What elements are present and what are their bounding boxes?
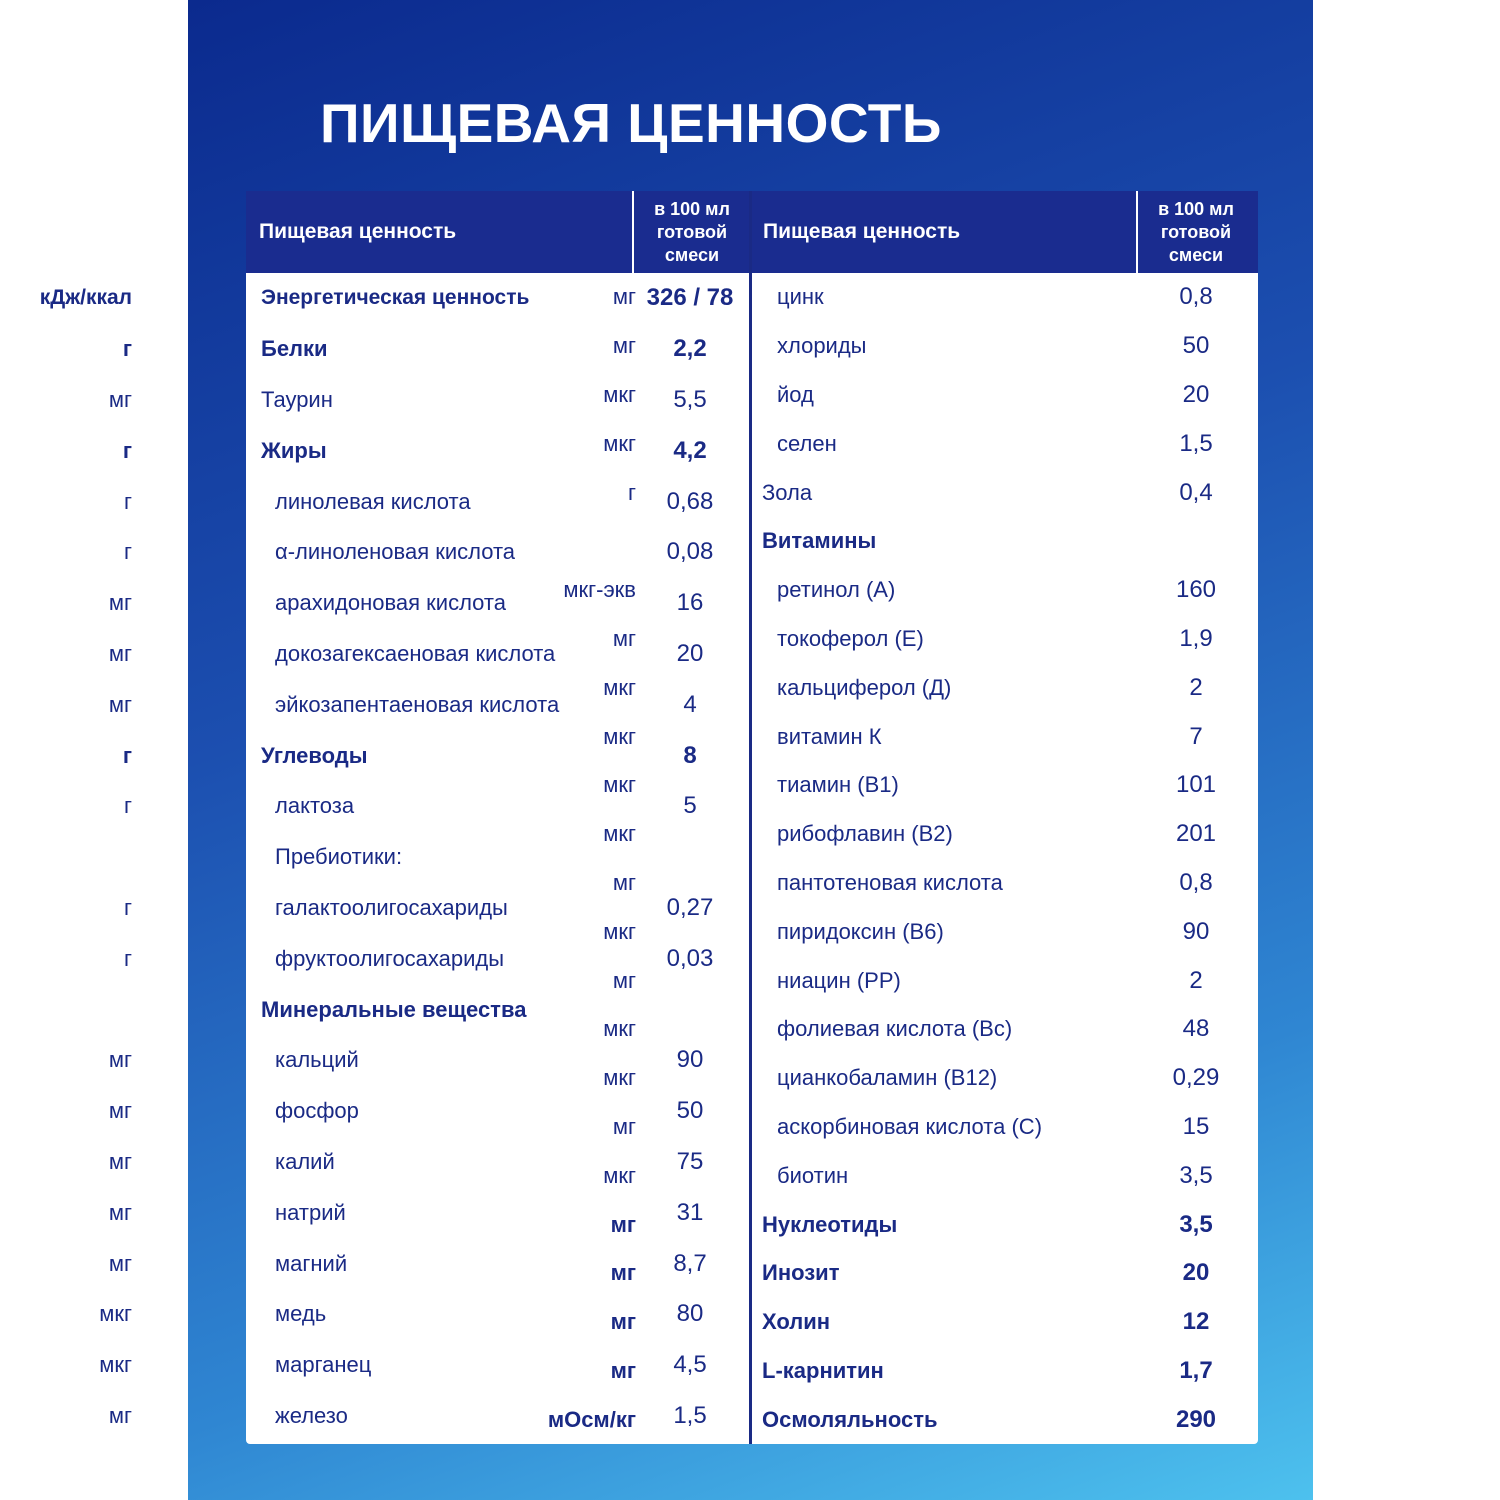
header-label: Пищевая ценность [259,220,457,243]
row-value: 90 [676,1046,704,1074]
row-name: цианкобаламин (В12) [777,1065,998,1091]
row-value: 8 [683,741,697,769]
row-unit: г [123,945,132,971]
row-name: Энергетическая ценность [261,286,530,310]
row-unit: мкг [603,430,636,456]
row-name: эйкозапентаеновая кислота [275,691,560,717]
row-unit: мкг [603,674,636,700]
row-unit: мкг [99,1301,132,1327]
row-name: кальций [275,1047,359,1073]
row-unit: мкг [603,1065,636,1091]
row-name: Осмоляльность [762,1406,938,1432]
row-name: магний [275,1250,348,1276]
row-unit: мг [612,284,636,310]
table-left-half [39,191,750,1444]
row-value: 8,7 [673,1249,707,1277]
row-name: фруктоолигосахариды [275,945,505,971]
row-unit: мкг [603,381,636,407]
row-name: ретинол (А) [777,577,896,603]
row-value: 0,08 [666,538,714,566]
row-unit: г [122,437,132,463]
row-value: 201 [1175,820,1217,848]
row-value: 4 [683,690,697,718]
row-name: аскорбиновая кислота (С) [777,1113,1043,1139]
row-value: 75 [676,1147,704,1175]
row-value: 2,2 [673,335,707,363]
row-name: натрий [275,1199,346,1225]
row-name: Витамины [762,528,877,554]
row-unit: мкг-экв [563,577,636,603]
row-value: 101 [1175,771,1217,799]
row-name: лактоза [275,793,355,819]
row-unit: кДж/ккал [39,286,132,310]
row-unit: мг [612,625,636,651]
row-value: 20 [1182,380,1210,408]
row-name: фосфор [275,1098,359,1124]
row-name: марганец [275,1352,372,1378]
table-header-left [246,191,750,273]
row-value: 3,5 [1179,1210,1213,1238]
row-value: 5 [683,792,697,820]
row-name: железо [275,1402,348,1428]
row-value: 2 [1189,966,1203,994]
row-name: Жиры [261,437,327,463]
row-unit: мг [108,1098,132,1124]
row-value: 3,5 [1179,1161,1213,1189]
row-name: селен [777,430,837,456]
row-name: L-карнитин [762,1357,884,1383]
row-name: цинк [777,284,824,310]
row-name: галактоолигосахариды [275,894,508,920]
row-value: 0,03 [666,944,714,972]
row-name: Белки [261,336,328,362]
row-unit: мкг [603,1016,636,1042]
row-value: 326 / 78 [646,284,734,312]
row-unit: мг [612,333,636,359]
header-label: Пищевая ценность [763,220,961,243]
row-unit: мг [108,691,132,717]
row-value: 1,7 [1179,1356,1213,1384]
row-name: Инозит [762,1260,840,1286]
row-name: тиамин (В1) [777,772,899,798]
row-unit: мг [610,1260,636,1286]
row-name: калий [275,1148,335,1174]
row-value: 48 [1182,1015,1210,1043]
row-unit: мг [108,590,132,616]
row-value: 160 [1175,576,1217,604]
row-unit: мг [612,967,636,993]
row-name: Пребиотики: [275,844,403,870]
row-name: биотин [777,1162,849,1188]
row-value: 16 [676,589,704,617]
column-divider [749,191,752,1444]
row-name: Минеральные вещества [261,996,527,1022]
row-value: 0,8 [1179,868,1213,896]
row-value: 1,9 [1179,624,1213,652]
row-name: α-линоленовая кислота [275,539,516,565]
row-unit: мг [610,1357,636,1383]
row-name: арахидоновая кислота [275,590,506,616]
row-value: 0,8 [1179,283,1213,311]
row-unit: мг [610,1309,636,1335]
table-header-right [750,191,1258,273]
row-value [1138,517,1254,566]
row-value: 0,29 [1172,1064,1220,1092]
row-unit [506,517,636,566]
row-name: Таурин [261,386,333,412]
row-name: хлориды [777,333,867,359]
row-unit: г [123,539,132,565]
row-unit: мг [108,386,132,412]
row-unit: г [123,488,132,514]
row-name: рибофлавин (В2) [777,821,953,847]
row-value [632,984,748,1035]
row-value: 0,4 [1179,478,1213,506]
row-value: 20 [1182,1259,1210,1287]
row-value: 90 [1182,917,1210,945]
row-unit: мкг [603,723,636,749]
row-unit: мг [108,1047,132,1073]
row-unit: мг [610,1211,636,1237]
row-name: докозагексаеновая кислота [275,640,556,666]
row-value: 4,2 [673,436,707,464]
row-value: 7 [1189,722,1203,750]
row-value: 0,68 [666,487,714,515]
row-value [632,832,748,883]
row-value: 50 [1182,332,1210,360]
row-name: токоферол (Е) [777,625,924,651]
row-value: 1,5 [673,1401,707,1429]
row-name: кальциферол (Д) [777,674,952,700]
row-unit: г [627,479,636,505]
row-unit: мОсм/кг [547,1406,636,1432]
row-value: 4,5 [673,1351,707,1379]
row-unit: мкг [603,1162,636,1188]
row-name: медь [275,1301,327,1327]
row-name: Зола [762,479,813,505]
page-title: ПИЩЕВАЯ ЦЕННОСТЬ [320,92,942,154]
row-name: ниацин (РР) [777,967,901,993]
row-unit: мг [108,1402,132,1428]
row-unit: мг [612,869,636,895]
row-unit [22,832,132,883]
row-unit: мг [108,1250,132,1276]
row-unit: мг [108,1148,132,1174]
row-unit: мг [108,1199,132,1225]
row-value: 31 [676,1198,704,1226]
nutrition-table [39,191,1258,1444]
row-value: 290 [1175,1405,1217,1433]
row-unit: мг [108,640,132,666]
row-value: 50 [676,1097,704,1125]
row-name: фолиевая кислота (Вс) [777,1016,1013,1042]
row-value: 20 [676,639,704,667]
row-unit [22,984,132,1035]
row-value: 2 [1189,673,1203,701]
row-name: Нуклеотиды [762,1211,898,1237]
row-unit: мкг [603,772,636,798]
row-name: Углеводы [261,742,368,768]
row-value: 80 [676,1300,704,1328]
row-name: пантотеновая кислота [777,869,1003,895]
row-unit: мкг [99,1352,132,1378]
row-unit: г [123,894,132,920]
row-name: йод [777,381,814,407]
row-value: 5,5 [673,385,707,413]
row-value: 1,5 [1179,429,1213,457]
row-unit: г [122,336,132,362]
row-name: Холин [762,1309,831,1335]
row-name: линолевая кислота [275,488,471,514]
header-per-100ml: в 100 мл готовой смеси [1136,191,1254,273]
row-unit: г [123,793,132,819]
row-unit: мкг [603,821,636,847]
row-unit: г [122,742,132,768]
row-value: 12 [1182,1308,1210,1336]
row-value: 0,27 [666,893,714,921]
row-unit: мкг [603,918,636,944]
row-name: витамин К [777,723,882,749]
row-name: пиридоксин (В6) [777,918,944,944]
row-unit: мг [612,1113,636,1139]
header-per-100ml: в 100 мл готовой смеси [632,191,750,273]
row-value: 15 [1182,1112,1210,1140]
